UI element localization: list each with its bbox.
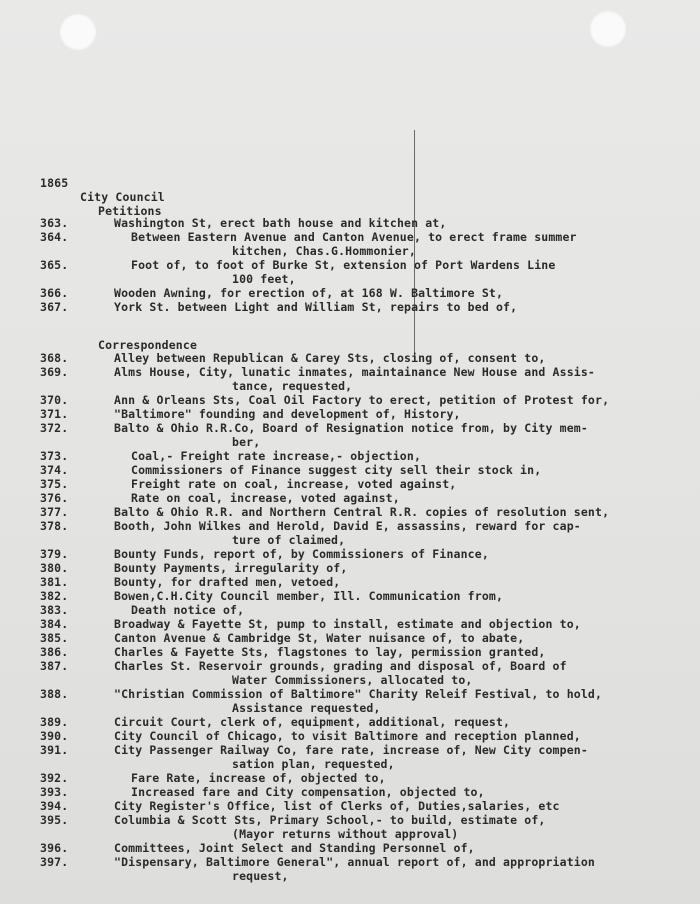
entry-number: 373. (40, 449, 69, 463)
entry-number: 384. (40, 617, 69, 631)
entry-text-continued: kitchen, Chas.G.Hommonier, (232, 244, 416, 258)
entry-number: 376. (40, 491, 69, 505)
entry-number: 377. (40, 505, 69, 519)
entry-number: 365. (40, 258, 69, 272)
entry-text: Canton Avenue & Cambridge St, Water nuisance of, to abate, (114, 631, 525, 645)
correspondence-heading: Correspondence (98, 338, 198, 352)
entry-number: 370. (40, 393, 69, 407)
entry-text: "Christian Commission of Baltimore" Charity Releif Festival, to hold, (114, 687, 603, 701)
entry-number: 372. (40, 421, 69, 435)
entry-text: Broadway & Fayette St, pump to install, estimate and objection to, (114, 617, 581, 631)
entry-text: Foot of, to foot of Burke St, extension of Port Wardens Line (131, 258, 556, 272)
entry-number: 394. (40, 799, 69, 813)
entry-text-continued: request, (232, 869, 289, 883)
entry-number: 390. (40, 729, 69, 743)
entry-number: 368. (40, 351, 69, 365)
entry-text: Alms House, City, lunatic inmates, maintainance New House and Assis- (114, 365, 596, 379)
entry-text: City Passenger Railway Co, fare rate, increase of, New City compen- (114, 743, 588, 757)
entry-text-continued: sation plan, requested, (232, 757, 395, 771)
entry-number: 366. (40, 286, 69, 300)
entry-number: 397. (40, 855, 69, 869)
entry-number: 391. (40, 743, 69, 757)
entry-number: 369. (40, 365, 69, 379)
entry-number: 371. (40, 407, 69, 421)
entry-text: Alley between Republican & Carey Sts, closing of, consent to, (114, 351, 546, 365)
entry-text: Booth, John Wilkes and Herold, David E, assassins, reward for cap- (114, 519, 581, 533)
entry-number: 389. (40, 715, 69, 729)
entry-number: 388. (40, 687, 69, 701)
entry-text: Death notice of, (131, 603, 245, 617)
entry-text: Committees, Joint Select and Standing Personnel of, (114, 841, 475, 855)
entry-text: "Dispensary, Baltimore General", annual report of, and appropriation (114, 855, 596, 869)
entry-number: 378. (40, 519, 69, 533)
entry-text: Columbia & Scott Sts, Primary School,- to build, estimate of, (114, 813, 546, 827)
entry-number: 380. (40, 561, 69, 575)
entry-number: 396. (40, 841, 69, 855)
entry-text: Balto & Ohio R.R. and Northern Central R.R. copies of resolution sent, (114, 505, 610, 519)
entry-text-continued: (Mayor returns without approval) (232, 827, 459, 841)
entry-number: 379. (40, 547, 69, 561)
entry-text: "Baltimore" founding and development of, History, (114, 407, 461, 421)
entry-number: 382. (40, 589, 69, 603)
entry-text-continued: ber, (232, 435, 261, 449)
entry-number: 386. (40, 645, 69, 659)
punch-hole-left (59, 13, 97, 51)
entry-number: 381. (40, 575, 69, 589)
entry-text-continued: 100 feet, (232, 272, 296, 286)
entry-text: Between Eastern Avenue and Canton Avenue, to erect frame summer (131, 230, 577, 244)
entry-number: 363. (40, 216, 69, 230)
punch-hole-right (589, 10, 627, 48)
entry-number: 374. (40, 463, 69, 477)
entry-text-continued: Assistance requested, (232, 701, 381, 715)
year-heading: 1865 (40, 176, 69, 190)
entry-text: Fare Rate, increase of, objected to, (131, 771, 386, 785)
entry-text: Commissioners of Finance suggest city sell their stock in, (131, 463, 542, 477)
entry-text: Bounty Funds, report of, by Commissioners of Finance, (114, 547, 489, 561)
entry-text: Balto & Ohio R.R.Co, Board of Resignation notice from, by City mem- (114, 421, 588, 435)
section-heading: City Council (80, 190, 165, 204)
entry-text: City Register's Office, list of Clerks of, Duties,salaries, etc (114, 799, 560, 813)
entry-text: Bowen,C.H.City Council member, Ill. Communication from, (114, 589, 504, 603)
entry-text: Bounty, for drafted men, vetoed, (114, 575, 341, 589)
entry-text: Washington St, erect bath house and kitchen at, (114, 216, 447, 230)
entry-text-continued: tance, requested, (232, 379, 353, 393)
entry-text: Freight rate on coal, increase, voted against, (131, 477, 457, 491)
entry-text-continued: ture of claimed, (232, 533, 346, 547)
entry-text: Increased fare and City compensation, objected to, (131, 785, 485, 799)
entry-number: 375. (40, 477, 69, 491)
entry-text: Ann & Orleans Sts, Coal Oil Factory to erect, petition of Protest for, (114, 393, 610, 407)
entry-text: Bounty Payments, irregularity of, (114, 561, 348, 575)
entry-number: 385. (40, 631, 69, 645)
entry-number: 383. (40, 603, 69, 617)
entry-text: Charles & Fayette Sts, flagstones to lay, permission granted, (114, 645, 546, 659)
entry-text: Charles St. Reservoir grounds, grading and disposal of, Board of (114, 659, 567, 673)
entry-number: 387. (40, 659, 69, 673)
entry-text: York St. between Light and William St, repairs to bed of, (114, 300, 518, 314)
entry-text: Circuit Court, clerk of, equipment, additional, request, (114, 715, 511, 729)
entry-number: 395. (40, 813, 69, 827)
entry-text: Coal,- Freight rate increase,- objection, (131, 449, 422, 463)
entry-text: Rate on coal, increase, voted against, (131, 491, 400, 505)
entry-text: Wooden Awning, for erection of, at 168 W. Baltimore St, (114, 286, 504, 300)
entry-number: 367. (40, 300, 69, 314)
entry-text: City Council of Chicago, to visit Baltimore and reception planned, (114, 729, 581, 743)
entry-number: 364. (40, 230, 69, 244)
entry-number: 392. (40, 771, 69, 785)
entry-text-continued: Water Commissioners, allocated to, (232, 673, 473, 687)
entry-number: 393. (40, 785, 69, 799)
petitions-heading: Petitions (98, 204, 162, 218)
